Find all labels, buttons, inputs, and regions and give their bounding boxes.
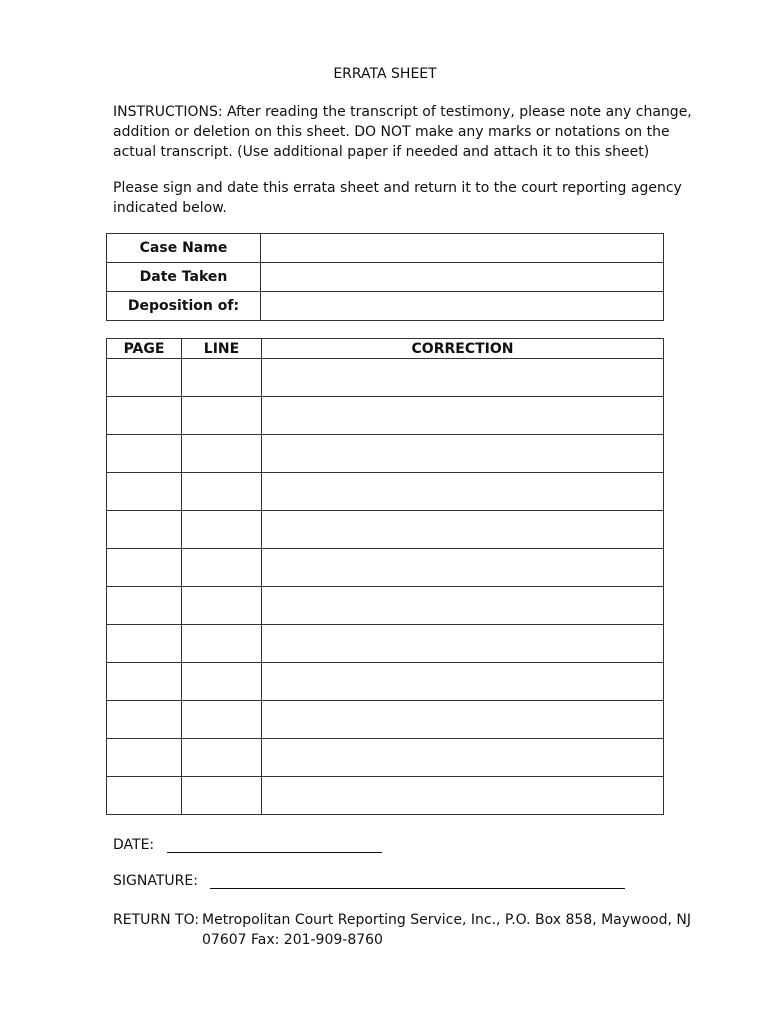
page-cell[interactable] bbox=[107, 359, 182, 397]
correction-cell[interactable] bbox=[262, 777, 664, 815]
date-taken-field[interactable] bbox=[261, 263, 664, 292]
signature-input-line[interactable] bbox=[210, 872, 625, 889]
correction-table bbox=[106, 338, 664, 815]
correction-cell[interactable] bbox=[262, 397, 664, 435]
page-cell[interactable] bbox=[107, 397, 182, 435]
line-cell[interactable] bbox=[182, 739, 262, 777]
correction-cell[interactable] bbox=[262, 511, 664, 549]
return-to-label: RETURN TO: bbox=[113, 912, 200, 928]
page-cell[interactable] bbox=[107, 663, 182, 701]
case-info-table bbox=[106, 233, 664, 321]
correction-cell[interactable] bbox=[262, 701, 664, 739]
page-column-header: PAGE bbox=[107, 339, 182, 359]
line-cell[interactable] bbox=[182, 473, 262, 511]
page-cell[interactable] bbox=[107, 549, 182, 587]
date-label: DATE: bbox=[113, 837, 155, 853]
correction-row bbox=[107, 625, 664, 663]
page-cell[interactable] bbox=[107, 739, 182, 777]
page-cell[interactable] bbox=[107, 625, 182, 663]
case-name-field[interactable] bbox=[261, 234, 664, 263]
correction-row bbox=[107, 397, 664, 435]
return-to-address: Metropolitan Court Reporting Service, Inc., P.O. Box 858, Maywood, NJ 07607 Fax: 201-909-8760 bbox=[202, 912, 692, 948]
deposition-of-label: Deposition of: bbox=[107, 292, 261, 321]
correction-row bbox=[107, 359, 664, 397]
instructions-paragraph: INSTRUCTIONS: After reading the transcript of testimony, please note any change, addition or deletion on this sheet. DO NOT make any marks or notations on the actual transcript. (Use additional paper if needed and attach it to this sheet) bbox=[113, 104, 692, 160]
date-taken-row bbox=[107, 263, 664, 292]
correction-cell[interactable] bbox=[262, 587, 664, 625]
correction-row bbox=[107, 435, 664, 473]
line-cell[interactable] bbox=[182, 511, 262, 549]
line-cell[interactable] bbox=[182, 587, 262, 625]
line-cell[interactable] bbox=[182, 701, 262, 739]
line-cell[interactable] bbox=[182, 397, 262, 435]
correction-cell[interactable] bbox=[262, 473, 664, 511]
page-cell[interactable] bbox=[107, 701, 182, 739]
correction-row bbox=[107, 777, 664, 815]
deposition-of-row bbox=[107, 292, 664, 321]
correction-row bbox=[107, 587, 664, 625]
correction-rows bbox=[107, 359, 664, 815]
line-cell[interactable] bbox=[182, 663, 262, 701]
correction-row bbox=[107, 701, 664, 739]
page-cell[interactable] bbox=[107, 587, 182, 625]
correction-header-row bbox=[107, 339, 664, 359]
line-cell[interactable] bbox=[182, 549, 262, 587]
correction-cell[interactable] bbox=[262, 663, 664, 701]
correction-cell[interactable] bbox=[262, 625, 664, 663]
correction-row bbox=[107, 739, 664, 777]
date-field bbox=[113, 836, 382, 853]
page-cell[interactable] bbox=[107, 511, 182, 549]
correction-cell[interactable] bbox=[262, 435, 664, 473]
document-title: ERRATA SHEET bbox=[333, 66, 437, 82]
deposition-of-field[interactable] bbox=[261, 292, 664, 321]
line-cell[interactable] bbox=[182, 777, 262, 815]
signature-label: SIGNATURE: bbox=[113, 873, 198, 889]
correction-row bbox=[107, 549, 664, 587]
correction-row bbox=[107, 473, 664, 511]
line-cell[interactable] bbox=[182, 359, 262, 397]
page-cell[interactable] bbox=[107, 435, 182, 473]
correction-row bbox=[107, 511, 664, 549]
line-column-header: LINE bbox=[182, 339, 262, 359]
correction-cell[interactable] bbox=[262, 549, 664, 587]
sign-instructions-paragraph: Please sign and date this errata sheet and return it to the court reporting agency indicated below. bbox=[113, 180, 682, 216]
correction-cell[interactable] bbox=[262, 359, 664, 397]
correction-row bbox=[107, 663, 664, 701]
page-cell[interactable] bbox=[107, 473, 182, 511]
line-cell[interactable] bbox=[182, 435, 262, 473]
date-input-line[interactable] bbox=[167, 836, 382, 853]
date-taken-label: Date Taken bbox=[107, 263, 261, 292]
case-name-row bbox=[107, 234, 664, 263]
line-cell[interactable] bbox=[182, 625, 262, 663]
correction-column-header: CORRECTION bbox=[262, 339, 664, 359]
signature-field bbox=[113, 872, 625, 889]
page-cell[interactable] bbox=[107, 777, 182, 815]
case-name-label: Case Name bbox=[107, 234, 261, 263]
correction-cell[interactable] bbox=[262, 739, 664, 777]
